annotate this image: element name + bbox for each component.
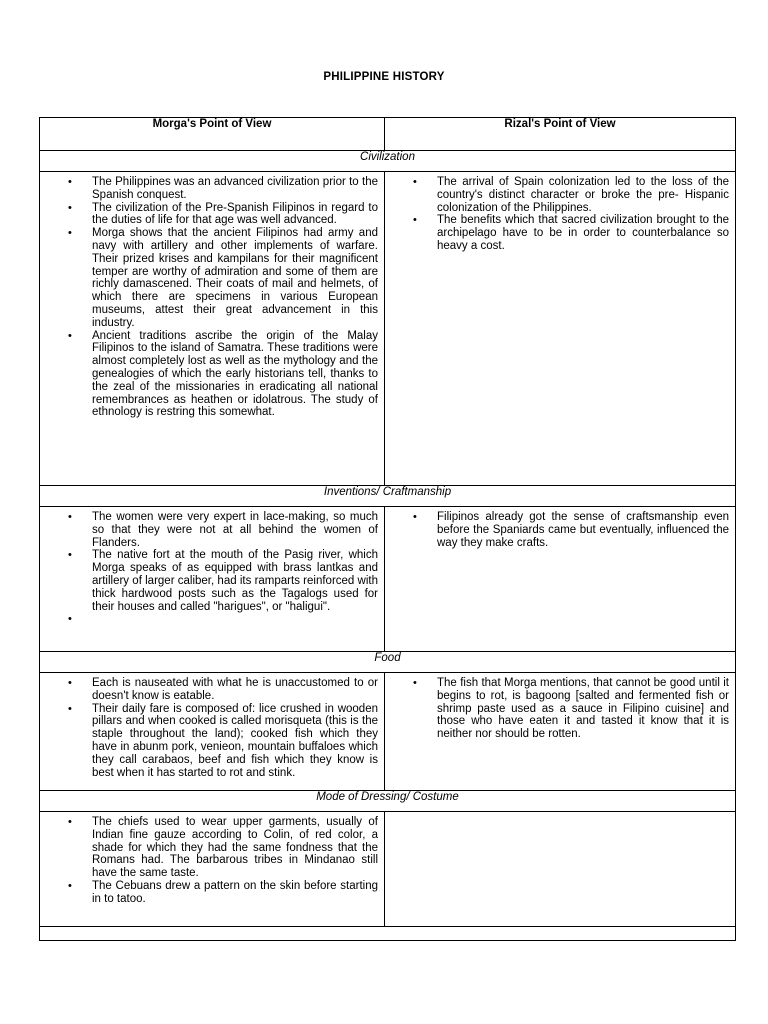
list-item (68, 702, 378, 780)
list-item (68, 613, 378, 626)
section-title-dressing: Mode of Dressing/ Costume (40, 791, 736, 812)
list-item (68, 227, 378, 329)
section-row-inventions (40, 486, 736, 507)
list-item-text: Morga shows that the ancient Filipinos had army and navy with artillery and other implements of warfare. Their prized krises and kampilans for their magnificent temper are worthy of admiration and some of them are richly damascened. Their coats of mail and helmets, of which there are specimens in various European museums, attest their great advancement in this industry. (92, 227, 378, 329)
rizal-cell-civilization (385, 172, 736, 486)
list-item-text: Filipinos already got the sense of craftsmanship even before the Spaniards came but eventually, influenced the way they make crafts. (437, 511, 729, 549)
list-item (68, 549, 378, 613)
morga-list-dressing (40, 812, 384, 908)
list-item (413, 214, 729, 252)
list-item (68, 201, 378, 228)
list-item-text: The civilization of the Pre-Spanish Filipinos in regard to the duties of life for that age was well advanced. (92, 201, 378, 227)
morga-list-inventions (40, 507, 384, 628)
section-title-food: Food (40, 652, 736, 673)
list-item-text: The Cebuans drew a pattern on the skin before starting in to tatoo. (92, 879, 378, 905)
list-item (68, 816, 378, 880)
content-row-food (40, 673, 736, 791)
empty-row (40, 927, 736, 941)
bullet-icon: • (68, 329, 72, 342)
list-item-text: The native fort at the mouth of the Pasig river, which Morga speaks of as equipped with brass lantkas and artillery of larger caliber, had its ramparts reinforced with thick hardwood posts such as the Tagalogs used for their houses and called "harigues", or "haligui". (92, 549, 378, 613)
morga-list-civilization (40, 172, 384, 421)
morga-list-food (40, 673, 384, 781)
bullet-icon: • (68, 549, 72, 562)
list-item-text: The Philippines was an advanced civilization prior to the Spanish conquest. (92, 176, 378, 201)
list-item-text: The arrival of Spain colonization led to the loss of the country's distinct character or broke the pre- Hispanic colonization of the Philippines. (437, 176, 729, 214)
bullet-icon: • (68, 816, 72, 828)
bullet-icon: • (413, 176, 417, 188)
list-item (68, 176, 378, 202)
rizal-cell-inventions (385, 507, 736, 652)
bullet-icon: • (68, 677, 72, 689)
header-morga: Morga's Point of View (40, 118, 385, 151)
list-item (68, 879, 378, 906)
section-title-civilization: Civilization (40, 151, 736, 172)
list-item-text: The chiefs used to wear upper garments, usually of Indian fine gauze according to Colin, of red color, a shade for which they had the same fondness that the Romans had. The barbarous tribes in Mindanao still have the same taste. (92, 816, 378, 880)
rizal-list-civilization (385, 172, 735, 255)
morga-cell-civilization (40, 172, 385, 486)
content-row-civilization (40, 172, 736, 486)
morga-cell-inventions (40, 507, 385, 652)
list-item (68, 329, 378, 420)
list-item-text: The fish that Morga mentions, that cannot be good until it begins to rot, is bagoong [salted and fermented fish or shrimp paste used as a sauce in Filipino cuisine] and those who have eaten it and tasted it know that it is neither nor should be rotten. (437, 677, 729, 741)
bullet-icon: • (413, 214, 417, 227)
bullet-icon: • (68, 227, 72, 240)
list-item-text (92, 613, 95, 625)
bullet-icon: • (68, 613, 72, 626)
document-title: PHILIPPINE HISTORY (323, 71, 445, 83)
rizal-cell-food (385, 673, 736, 791)
bullet-icon: • (68, 879, 72, 892)
list-item-text: Their daily fare is composed of: lice crushed in wooden pillars and when cooked is called morisqueta (this is the staple throughout the land); cooked fish which they have in abunm pork, venieon, mountain buffaloes which they call carabaos, beef and fish which they know is best when it has started to rot and stink. (92, 702, 378, 779)
empty-cell (40, 927, 736, 941)
bullet-icon: • (68, 176, 72, 188)
list-item (413, 677, 729, 741)
bullet-icon: • (68, 511, 72, 523)
bullet-icon: • (413, 677, 417, 689)
rizal-cell-dressing (385, 812, 736, 927)
list-item (413, 176, 729, 214)
section-row-civilization (40, 151, 736, 172)
list-item-text: Each is nauseated with what he is unaccustomed to or doesn't know is eatable. (92, 677, 378, 702)
bullet-icon: • (68, 201, 72, 214)
list-item-text: The women were very expert in lace-making, so much so that they were not at all behind the women of Flanders. (92, 511, 378, 549)
rizal-list-food (385, 673, 735, 743)
morga-cell-food (40, 673, 385, 791)
list-item-text: The benefits which that sacred civilization brought to the archipelago have to be in order to counterbalance so heavy a cost. (437, 214, 729, 252)
comparison-table (39, 117, 736, 941)
rizal-list-inventions (385, 507, 735, 551)
section-title-inventions: Inventions/ Craftmanship (40, 486, 736, 507)
list-item (68, 511, 378, 549)
content-row-dressing (40, 812, 736, 927)
list-item (413, 511, 729, 549)
list-item (68, 677, 378, 703)
bullet-icon: • (68, 702, 72, 715)
morga-cell-dressing (40, 812, 385, 927)
header-row (40, 118, 736, 151)
bullet-icon: • (413, 511, 417, 523)
header-rizal: Rizal's Point of View (385, 118, 736, 151)
list-item-text: Ancient traditions ascribe the origin of the Malay Filipinos to the island of Samatra. These traditions were almost completely lost as well as the mythology and the genealogies of which the early historians tell, thanks to the zeal of the missionaries in eradicating all national remembrances as heathen or idolatrous. The study of ethnology is restring this somewhat. (92, 329, 378, 419)
section-row-dressing (40, 791, 736, 812)
section-row-food (40, 652, 736, 673)
content-row-inventions (40, 507, 736, 652)
